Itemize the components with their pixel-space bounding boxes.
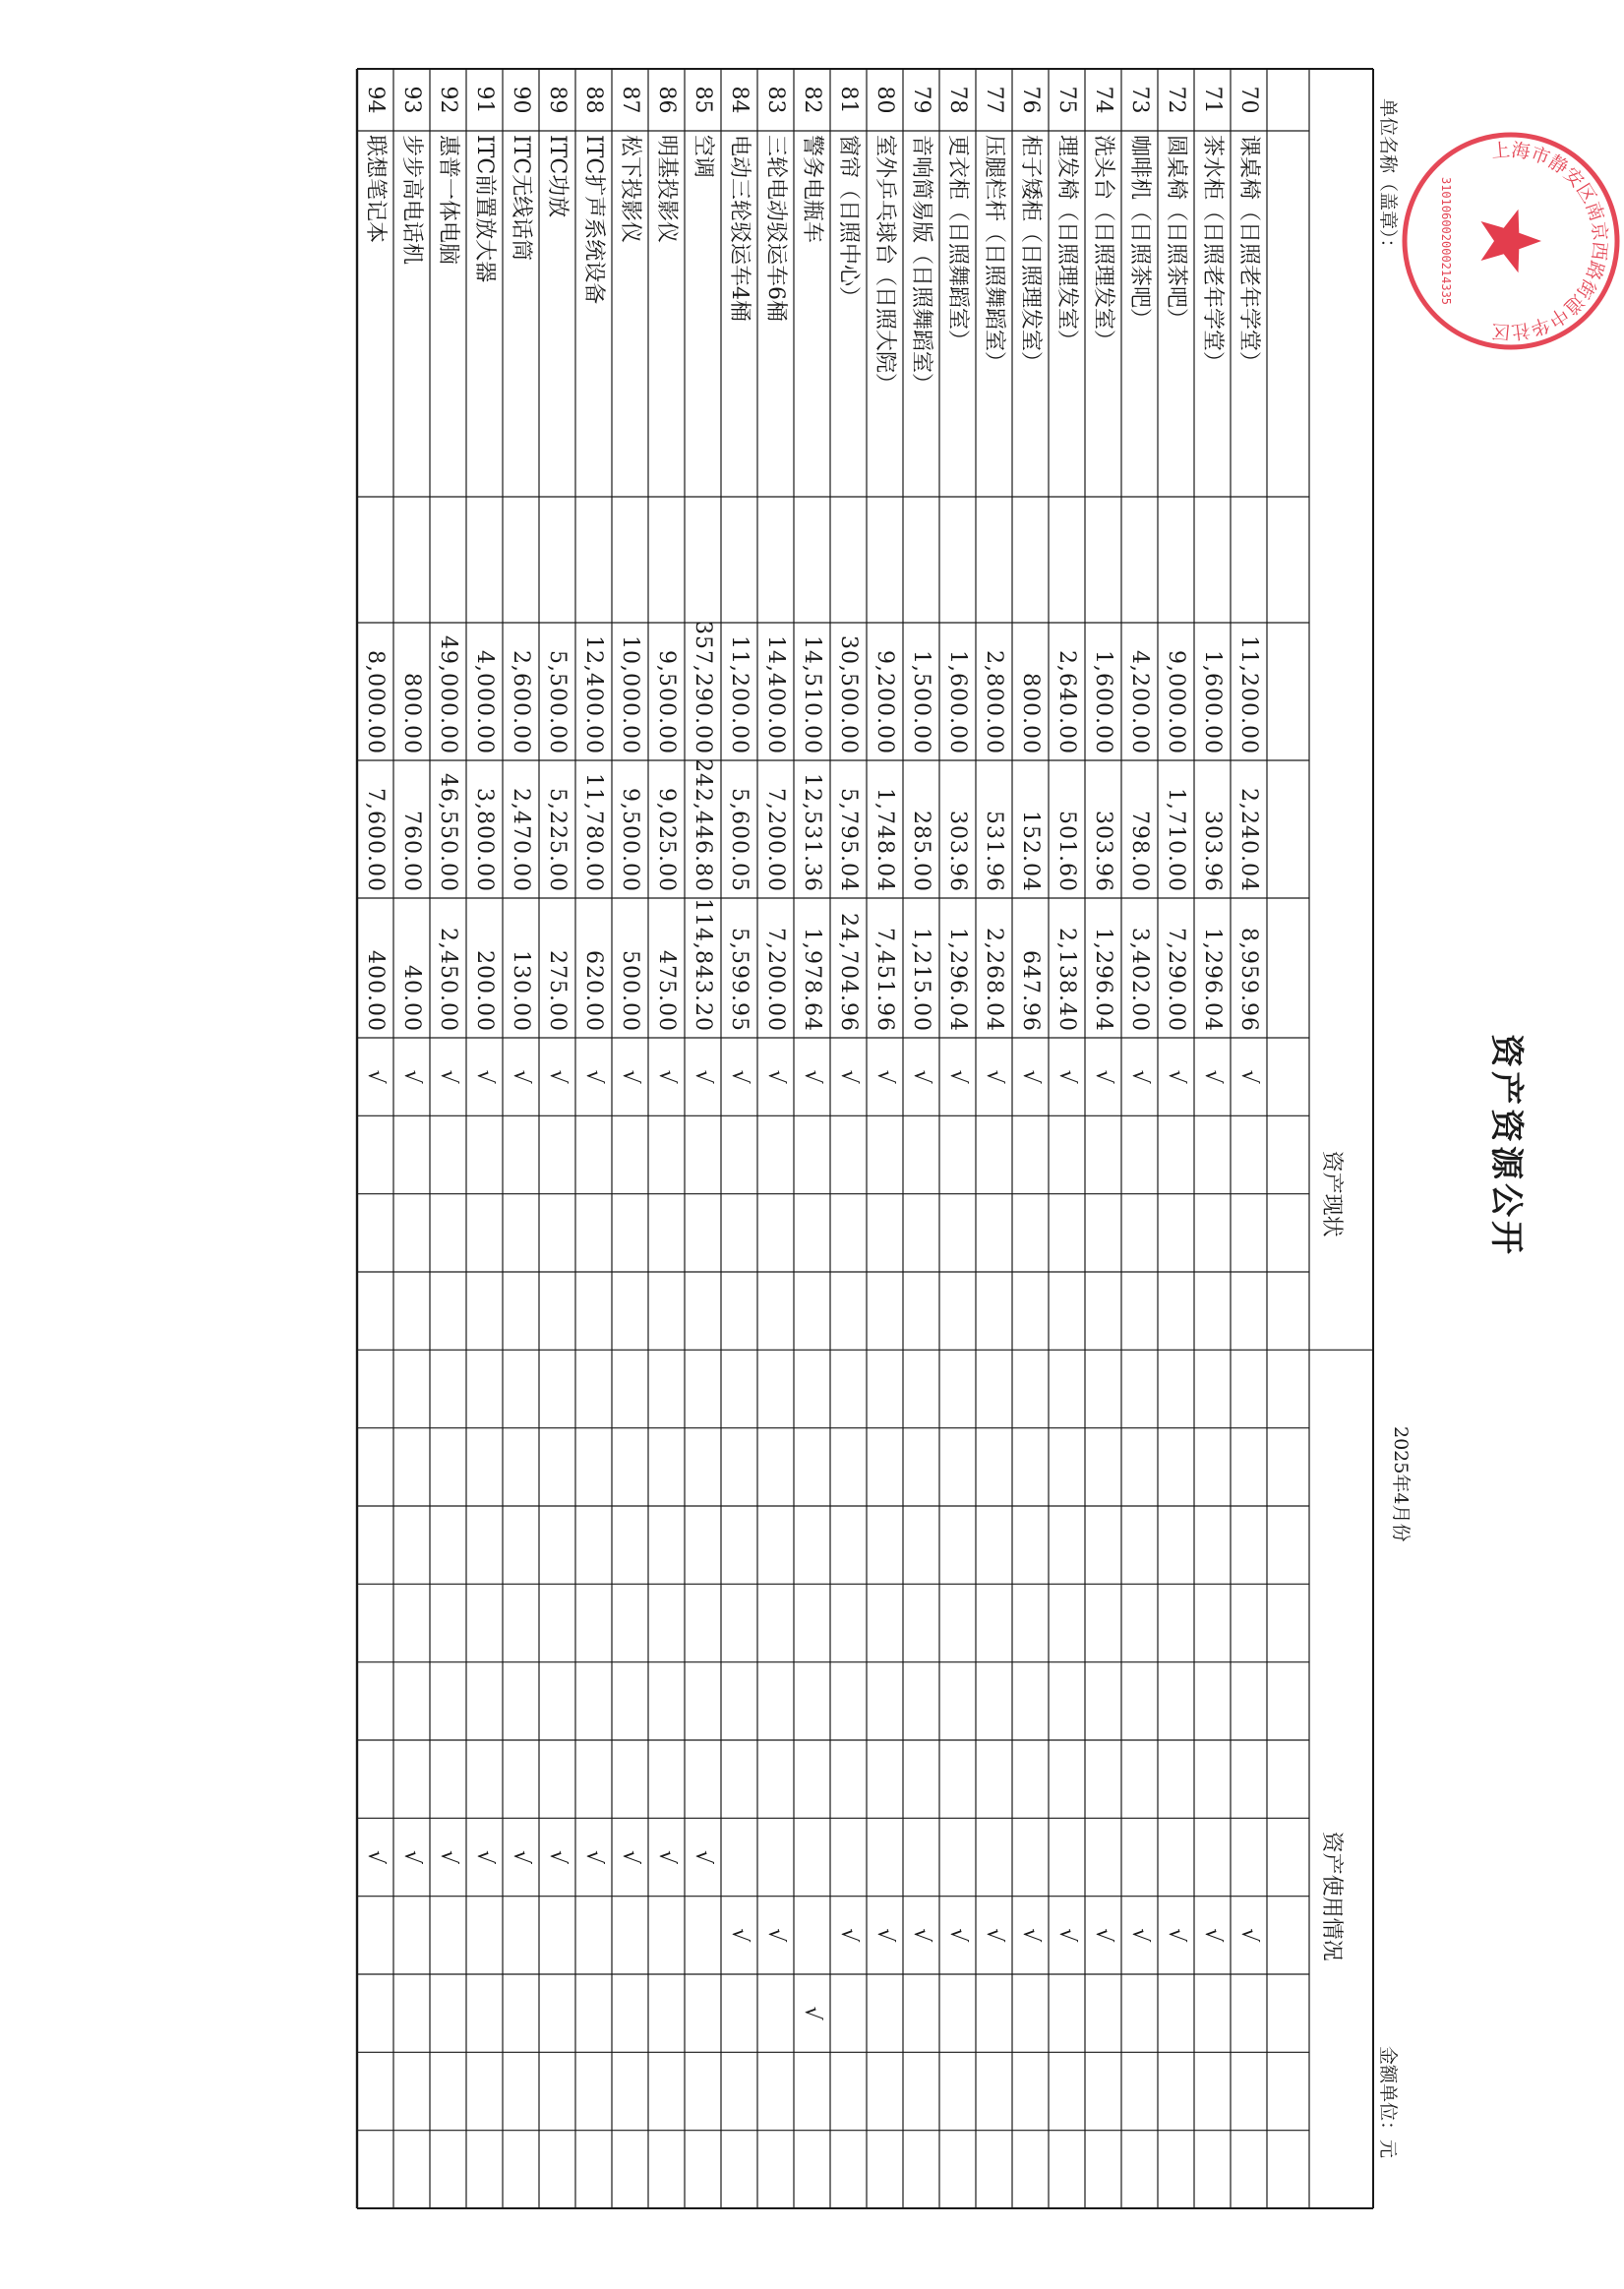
row-number: 94 xyxy=(363,86,388,114)
asset-name: 步步高电话机 xyxy=(399,135,424,266)
accumulated-depreciation: 531.96 xyxy=(982,811,1006,892)
usage-check-mark: √ xyxy=(472,1849,497,1864)
asset-name: ITC扩声系统设备 xyxy=(581,135,606,305)
row-number: 79 xyxy=(909,86,933,114)
asset-name: 茶水柜（日照老年学堂） xyxy=(1200,135,1225,374)
status-check-mark: √ xyxy=(509,1069,533,1084)
status-check-mark: √ xyxy=(763,1069,788,1084)
accumulated-depreciation: 242,446.80 xyxy=(691,758,715,892)
accumulated-depreciation: 2,470.00 xyxy=(509,788,533,892)
asset-name: ITC无线话筒 xyxy=(509,135,533,262)
status-check-mark: √ xyxy=(545,1069,570,1084)
status-check-mark: √ xyxy=(909,1069,933,1084)
net-value: 400.00 xyxy=(363,950,388,1032)
net-value: 2,268.04 xyxy=(982,928,1006,1032)
status-check-mark: √ xyxy=(1054,1069,1079,1084)
accumulated-depreciation: 5,225.00 xyxy=(545,788,570,892)
status-check-mark: √ xyxy=(399,1069,424,1084)
row-number: 83 xyxy=(763,86,788,114)
original-value: 9,200.00 xyxy=(872,650,897,754)
status-check-mark: √ xyxy=(1236,1069,1261,1084)
row-number: 80 xyxy=(872,86,897,114)
row-number: 72 xyxy=(1164,86,1188,114)
document-title: 资产资源公开 xyxy=(1486,1034,1526,1258)
original-value: 14,510.00 xyxy=(800,635,824,754)
net-value: 7,451.96 xyxy=(872,928,897,1032)
asset-name: 空调 xyxy=(691,135,715,179)
usage-check-mark: √ xyxy=(618,1849,642,1864)
accumulated-depreciation: 303.96 xyxy=(1200,811,1225,892)
asset-name: ITC前置放大器 xyxy=(472,135,497,283)
row-number: 82 xyxy=(800,86,824,114)
usage-check-mark: √ xyxy=(436,1849,460,1864)
accumulated-depreciation: 303.96 xyxy=(945,811,970,892)
original-value: 800.00 xyxy=(399,673,424,754)
accumulated-depreciation: 798.00 xyxy=(1127,811,1152,892)
accumulated-depreciation: 9,500.00 xyxy=(618,788,642,892)
usage-check-mark: √ xyxy=(872,1928,897,1943)
accumulated-depreciation: 5,795.04 xyxy=(836,788,861,892)
row-number: 73 xyxy=(1127,86,1152,114)
usage-check-mark: √ xyxy=(982,1928,1006,1943)
net-value: 1,215.00 xyxy=(909,928,933,1032)
usage-check-mark: √ xyxy=(800,2006,824,2020)
accumulated-depreciation: 1,748.04 xyxy=(872,788,897,892)
net-value: 7,290.00 xyxy=(1164,928,1188,1032)
row-number: 86 xyxy=(654,86,679,114)
asset-name: 松下投影仪 xyxy=(618,135,642,244)
accumulated-depreciation: 3,800.00 xyxy=(472,788,497,892)
accumulated-depreciation: 1,710.00 xyxy=(1164,788,1188,892)
asset-name: 音响简易版（日照舞蹈室） xyxy=(909,135,933,395)
asset-name: 三轮电动驳运车6桶 xyxy=(763,135,788,322)
accumulated-depreciation: 46,550.00 xyxy=(436,773,460,892)
net-value: 1,296.04 xyxy=(1091,928,1115,1032)
asset-name: 室外乒乓球台（日照大院） xyxy=(872,135,897,395)
original-value: 800.00 xyxy=(1018,673,1043,754)
accumulated-depreciation: 9,025.00 xyxy=(654,788,679,892)
row-number: 87 xyxy=(618,86,642,114)
net-value: 275.00 xyxy=(545,950,570,1032)
accumulated-depreciation: 7,600.00 xyxy=(363,788,388,892)
asset-name: 压腿栏杆（日照舞蹈室） xyxy=(982,135,1006,374)
usage-header: 资产使用情况 xyxy=(1319,1831,1344,1961)
net-value: 620.00 xyxy=(581,950,606,1032)
entity-name-label: 单位名称（盖章）： xyxy=(1377,98,1399,258)
row-number: 89 xyxy=(545,86,570,114)
original-value: 2,640.00 xyxy=(1054,650,1079,754)
row-number: 85 xyxy=(691,86,715,114)
original-value: 14,400.00 xyxy=(763,635,788,754)
net-value: 3,402.00 xyxy=(1127,928,1152,1032)
report-period: 2025年4月份 xyxy=(1390,1426,1412,1542)
accumulated-depreciation: 2,240.04 xyxy=(1236,788,1261,892)
amount-unit-label: 金额单位：元 xyxy=(1377,2046,1399,2159)
original-value: 1,600.00 xyxy=(945,650,970,754)
accumulated-depreciation: 11,780.00 xyxy=(581,773,606,892)
asset-name: 咖啡机（日照茶吧） xyxy=(1127,135,1152,331)
net-value: 5,599.95 xyxy=(727,928,752,1032)
row-number: 75 xyxy=(1054,86,1079,114)
net-value: 40.00 xyxy=(399,965,424,1032)
original-value: 8,000.00 xyxy=(363,650,388,754)
usage-check-mark: √ xyxy=(1164,1928,1188,1943)
seal-text: 上海市静安区南京西路街道中华社区 xyxy=(1490,139,1611,343)
status-check-mark: √ xyxy=(691,1069,715,1084)
row-number: 81 xyxy=(836,86,861,114)
row-number: 90 xyxy=(509,86,533,114)
row-number: 78 xyxy=(945,86,970,114)
asset-name: 理发椅（日照理发室） xyxy=(1054,135,1079,352)
original-value: 4,000.00 xyxy=(472,650,497,754)
original-value: 1,600.00 xyxy=(1091,650,1115,754)
accumulated-depreciation: 5,600.05 xyxy=(727,788,752,892)
status-check-mark: √ xyxy=(363,1069,388,1084)
original-value: 357,290.00 xyxy=(691,621,715,754)
net-value: 1,296.04 xyxy=(1200,928,1225,1032)
net-value: 2,450.00 xyxy=(436,928,460,1032)
accumulated-depreciation: 303.96 xyxy=(1091,811,1115,892)
row-number: 92 xyxy=(436,86,460,114)
net-value: 1,978.64 xyxy=(800,928,824,1032)
original-value: 9,000.00 xyxy=(1164,650,1188,754)
accumulated-depreciation: 7,200.00 xyxy=(763,788,788,892)
net-value: 500.00 xyxy=(618,950,642,1032)
status-check-mark: √ xyxy=(436,1069,460,1084)
net-value: 130.00 xyxy=(509,950,533,1032)
status-check-mark: √ xyxy=(1164,1069,1188,1084)
status-check-mark: √ xyxy=(1018,1069,1043,1084)
asset-name: 课桌椅（日照老年学堂） xyxy=(1236,135,1261,374)
accumulated-depreciation: 501.60 xyxy=(1054,811,1079,892)
net-value: 7,200.00 xyxy=(763,928,788,1032)
status-check-mark: √ xyxy=(1127,1069,1152,1084)
seal-star xyxy=(1481,210,1542,273)
status-check-mark: √ xyxy=(872,1069,897,1084)
row-number: 91 xyxy=(472,86,497,114)
row-number: 93 xyxy=(399,86,424,114)
original-value: 30,500.00 xyxy=(836,635,861,754)
status-check-mark: √ xyxy=(982,1069,1006,1084)
usage-check-mark: √ xyxy=(909,1928,933,1943)
original-value: 10,000.00 xyxy=(618,635,642,754)
usage-check-mark: √ xyxy=(1236,1928,1261,1943)
net-value: 1,296.04 xyxy=(945,928,970,1032)
usage-check-mark: √ xyxy=(945,1928,970,1943)
original-value: 2,600.00 xyxy=(509,650,533,754)
status-check-mark: √ xyxy=(1200,1069,1225,1084)
original-value: 4,200.00 xyxy=(1127,650,1152,754)
asset-name: 更衣柜（日照舞蹈室） xyxy=(945,135,970,352)
status-check-mark: √ xyxy=(1091,1069,1115,1084)
asset-name: 洗头台（日照理发室） xyxy=(1091,135,1115,352)
original-value: 12,400.00 xyxy=(581,635,606,754)
status-check-mark: √ xyxy=(472,1069,497,1084)
usage-check-mark: √ xyxy=(399,1849,424,1864)
row-number: 88 xyxy=(581,86,606,114)
original-value: 11,200.00 xyxy=(1236,635,1261,754)
original-value: 9,500.00 xyxy=(654,650,679,754)
usage-check-mark: √ xyxy=(1018,1928,1043,1943)
seal-code: 310106002000214335 xyxy=(1439,176,1453,306)
asset-name: 电动三轮驳运车4桶 xyxy=(727,135,752,322)
usage-check-mark: √ xyxy=(1054,1928,1079,1943)
asset-name: 明基投影仪 xyxy=(654,135,679,244)
asset-name: 柜子矮柜（日照理发室） xyxy=(1018,135,1043,374)
net-value: 8,959.96 xyxy=(1236,928,1261,1032)
accumulated-depreciation: 152.04 xyxy=(1018,811,1043,892)
status-header: 资产现状 xyxy=(1319,1150,1344,1237)
usage-check-mark: √ xyxy=(654,1849,679,1864)
accumulated-depreciation: 285.00 xyxy=(909,811,933,892)
usage-check-mark: √ xyxy=(1127,1928,1152,1943)
net-value: 24,704.96 xyxy=(836,913,861,1032)
status-check-mark: √ xyxy=(581,1069,606,1084)
original-value: 49,000.00 xyxy=(436,635,460,754)
original-value: 2,800.00 xyxy=(982,650,1006,754)
usage-check-mark: √ xyxy=(836,1928,861,1943)
row-number: 74 xyxy=(1091,86,1115,114)
asset-name: ITC功放 xyxy=(545,135,570,218)
original-value: 11,200.00 xyxy=(727,635,752,754)
asset-name: 惠普一体电脑 xyxy=(436,135,460,266)
usage-check-mark: √ xyxy=(509,1849,533,1864)
usage-check-mark: √ xyxy=(727,1928,752,1943)
row-number: 70 xyxy=(1236,86,1261,114)
asset-name: 圆桌椅（日照茶吧） xyxy=(1164,135,1188,331)
official-seal-stamp xyxy=(1398,128,1624,354)
usage-check-mark: √ xyxy=(1200,1928,1225,1943)
row-number: 84 xyxy=(727,86,752,114)
usage-check-mark: √ xyxy=(1091,1928,1115,1943)
row-number: 77 xyxy=(982,86,1006,114)
net-value: 647.96 xyxy=(1018,950,1043,1032)
net-value: 2,138.40 xyxy=(1054,928,1079,1032)
row-number: 76 xyxy=(1018,86,1043,114)
accumulated-depreciation: 760.00 xyxy=(399,811,424,892)
original-value: 1,600.00 xyxy=(1200,650,1225,754)
usage-check-mark: √ xyxy=(691,1849,715,1864)
usage-check-mark: √ xyxy=(545,1849,570,1864)
accumulated-depreciation: 12,531.36 xyxy=(800,773,824,892)
asset-name: 窗帘（日照中心） xyxy=(836,135,861,309)
net-value: 475.00 xyxy=(654,950,679,1032)
asset-name: 联想笔记本 xyxy=(363,135,388,244)
usage-check-mark: √ xyxy=(763,1928,788,1943)
asset-name: 警务电瓶车 xyxy=(800,135,824,244)
status-check-mark: √ xyxy=(727,1069,752,1084)
usage-check-mark: √ xyxy=(363,1849,388,1864)
status-check-mark: √ xyxy=(836,1069,861,1084)
status-check-mark: √ xyxy=(654,1069,679,1084)
original-value: 5,500.00 xyxy=(545,650,570,754)
row-number: 71 xyxy=(1200,86,1225,114)
net-value: 114,843.20 xyxy=(691,898,715,1032)
status-check-mark: √ xyxy=(945,1069,970,1084)
original-value: 1,500.00 xyxy=(909,650,933,754)
status-check-mark: √ xyxy=(618,1069,642,1084)
usage-check-mark: √ xyxy=(581,1849,606,1864)
status-check-mark: √ xyxy=(800,1069,824,1084)
net-value: 200.00 xyxy=(472,950,497,1032)
